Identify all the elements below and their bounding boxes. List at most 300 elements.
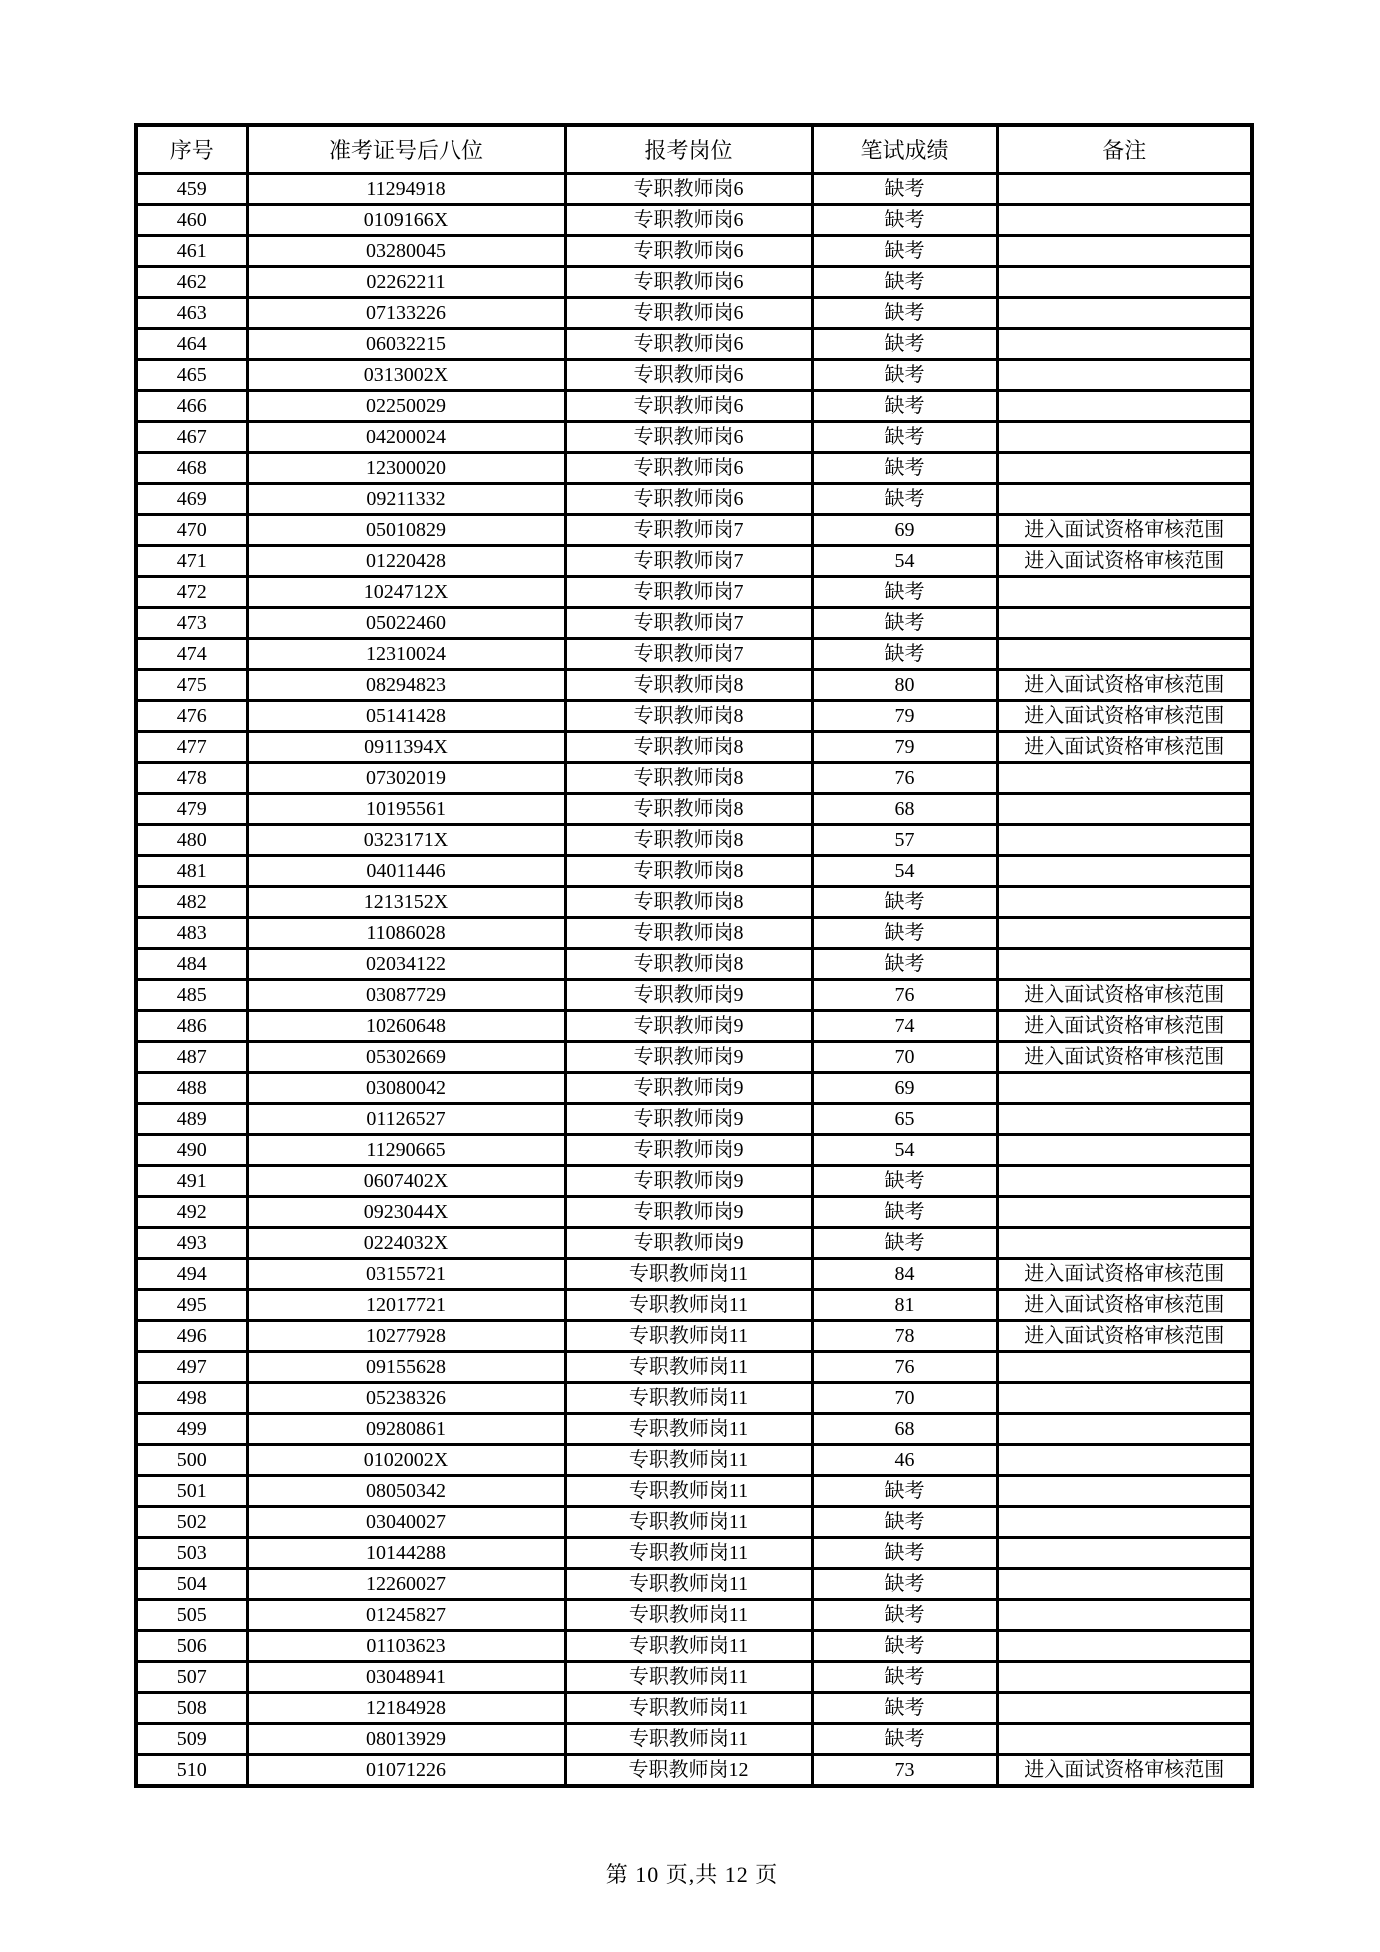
cell-position: 专职教师岗6 [565,391,812,422]
table-row [136,763,1252,794]
cell-seq: 489 [136,1104,247,1135]
cell-id: 12310024 [247,639,565,670]
table-row [136,1631,1252,1662]
cell-id: 03280045 [247,236,565,267]
cell-id: 0224032X [247,1228,565,1259]
cell-score: 68 [812,794,997,825]
cell-id: 0923044X [247,1197,565,1228]
cell-id: 0607402X [247,1166,565,1197]
cell-score: 74 [812,1011,997,1042]
cell-score: 缺考 [812,1569,997,1600]
cell-seq: 466 [136,391,247,422]
cell-id: 05010829 [247,515,565,546]
cell-remark [997,1476,1252,1507]
cell-seq: 504 [136,1569,247,1600]
cell-seq: 479 [136,794,247,825]
cell-score: 缺考 [812,1693,997,1724]
cell-seq: 502 [136,1507,247,1538]
cell-id: 05238326 [247,1383,565,1414]
cell-seq: 472 [136,577,247,608]
table-row [136,1197,1252,1228]
cell-remark [997,1073,1252,1104]
cell-seq: 494 [136,1259,247,1290]
table-row [136,887,1252,918]
table-row [136,1073,1252,1104]
cell-remark [997,1600,1252,1631]
cell-score: 79 [812,732,997,763]
cell-id: 10260648 [247,1011,565,1042]
cell-score: 46 [812,1445,997,1476]
cell-score: 缺考 [812,453,997,484]
cell-id: 12017721 [247,1290,565,1321]
table-row [136,1693,1252,1724]
cell-remark: 进入面试资格审核范围 [997,670,1252,701]
cell-score: 缺考 [812,1166,997,1197]
cell-position: 专职教师岗7 [565,639,812,670]
results-table-body [136,174,1252,1787]
cell-remark [997,1383,1252,1414]
column-header-score: 笔试成绩 [812,125,997,174]
cell-position: 专职教师岗8 [565,670,812,701]
cell-position: 专职教师岗11 [565,1538,812,1569]
cell-id: 03155721 [247,1259,565,1290]
cell-seq: 496 [136,1321,247,1352]
cell-score: 54 [812,546,997,577]
cell-remark [997,267,1252,298]
cell-seq: 503 [136,1538,247,1569]
cell-score: 70 [812,1383,997,1414]
cell-id: 09155628 [247,1352,565,1383]
cell-score: 缺考 [812,577,997,608]
cell-remark [997,949,1252,980]
cell-seq: 488 [136,1073,247,1104]
table-row [136,980,1252,1011]
cell-seq: 484 [136,949,247,980]
cell-score: 缺考 [812,1197,997,1228]
cell-position: 专职教师岗7 [565,577,812,608]
cell-position: 专职教师岗11 [565,1724,812,1755]
cell-seq: 467 [136,422,247,453]
cell-score: 缺考 [812,1538,997,1569]
cell-remark: 进入面试资格审核范围 [997,1755,1252,1787]
cell-position: 专职教师岗8 [565,887,812,918]
cell-position: 专职教师岗7 [565,608,812,639]
cell-remark [997,1197,1252,1228]
cell-position: 专职教师岗8 [565,701,812,732]
table-row [136,360,1252,391]
table-row [136,422,1252,453]
cell-id: 12260027 [247,1569,565,1600]
cell-remark [997,1569,1252,1600]
cell-position: 专职教师岗9 [565,980,812,1011]
cell-id: 12184928 [247,1693,565,1724]
cell-remark: 进入面试资格审核范围 [997,515,1252,546]
cell-id: 0109166X [247,205,565,236]
cell-seq: 487 [136,1042,247,1073]
cell-position: 专职教师岗6 [565,422,812,453]
cell-seq: 475 [136,670,247,701]
results-table-header [136,125,1252,174]
cell-score: 缺考 [812,298,997,329]
table-row [136,577,1252,608]
cell-remark [997,360,1252,391]
table-row [136,1352,1252,1383]
cell-seq: 471 [136,546,247,577]
table-row [136,329,1252,360]
cell-position: 专职教师岗6 [565,174,812,205]
cell-score: 缺考 [812,608,997,639]
table-row [136,298,1252,329]
table-row [136,453,1252,484]
cell-id: 11290665 [247,1135,565,1166]
cell-position: 专职教师岗8 [565,949,812,980]
cell-remark [997,825,1252,856]
cell-seq: 495 [136,1290,247,1321]
cell-position: 专职教师岗11 [565,1383,812,1414]
cell-id: 03087729 [247,980,565,1011]
cell-seq: 464 [136,329,247,360]
cell-remark: 进入面试资格审核范围 [997,732,1252,763]
cell-seq: 476 [136,701,247,732]
table-row [136,1166,1252,1197]
cell-position: 专职教师岗11 [565,1259,812,1290]
cell-remark [997,1693,1252,1724]
cell-seq: 470 [136,515,247,546]
cell-id: 01220428 [247,546,565,577]
cell-remark [997,794,1252,825]
cell-remark [997,918,1252,949]
cell-id: 0323171X [247,825,565,856]
table-row [136,1290,1252,1321]
cell-score: 65 [812,1104,997,1135]
cell-remark: 进入面试资格审核范围 [997,1321,1252,1352]
cell-id: 03080042 [247,1073,565,1104]
table-row [136,670,1252,701]
cell-position: 专职教师岗11 [565,1445,812,1476]
cell-remark: 进入面试资格审核范围 [997,1259,1252,1290]
cell-id: 11294918 [247,174,565,205]
table-row [136,174,1252,205]
cell-score: 69 [812,1073,997,1104]
cell-position: 专职教师岗7 [565,546,812,577]
table-row [136,546,1252,577]
cell-position: 专职教师岗6 [565,298,812,329]
cell-score: 缺考 [812,174,997,205]
cell-seq: 498 [136,1383,247,1414]
cell-position: 专职教师岗11 [565,1569,812,1600]
cell-id: 02034122 [247,949,565,980]
table-row [136,1011,1252,1042]
cell-remark [997,453,1252,484]
cell-id: 09280861 [247,1414,565,1445]
table-row [136,918,1252,949]
cell-position: 专职教师岗11 [565,1414,812,1445]
table-row [136,1600,1252,1631]
cell-remark: 进入面试资格审核范围 [997,546,1252,577]
cell-id: 07302019 [247,763,565,794]
cell-score: 缺考 [812,1476,997,1507]
cell-position: 专职教师岗11 [565,1662,812,1693]
cell-remark [997,1662,1252,1693]
table-row [136,1383,1252,1414]
table-row [136,1507,1252,1538]
table-row [136,1476,1252,1507]
cell-score: 缺考 [812,205,997,236]
cell-remark [997,1724,1252,1755]
table-row [136,1755,1252,1787]
cell-score: 78 [812,1321,997,1352]
cell-score: 57 [812,825,997,856]
cell-id: 09211332 [247,484,565,515]
table-row [136,825,1252,856]
cell-remark [997,763,1252,794]
cell-remark [997,1228,1252,1259]
cell-remark [997,329,1252,360]
cell-id: 08050342 [247,1476,565,1507]
cell-remark [997,422,1252,453]
column-header-position: 报考岗位 [565,125,812,174]
cell-id: 11086028 [247,918,565,949]
cell-score: 缺考 [812,1507,997,1538]
cell-remark [997,887,1252,918]
table-row [136,236,1252,267]
cell-position: 专职教师岗8 [565,856,812,887]
cell-position: 专职教师岗9 [565,1228,812,1259]
cell-score: 缺考 [812,1631,997,1662]
table-row [136,1135,1252,1166]
cell-seq: 497 [136,1352,247,1383]
table-row [136,1104,1252,1135]
table-row [136,701,1252,732]
cell-position: 专职教师岗6 [565,453,812,484]
cell-remark [997,1507,1252,1538]
cell-seq: 473 [136,608,247,639]
cell-score: 54 [812,856,997,887]
cell-score: 缺考 [812,1600,997,1631]
cell-id: 02262211 [247,267,565,298]
cell-position: 专职教师岗8 [565,825,812,856]
cell-remark [997,1445,1252,1476]
table-row [136,608,1252,639]
cell-position: 专职教师岗8 [565,763,812,794]
cell-seq: 485 [136,980,247,1011]
cell-seq: 500 [136,1445,247,1476]
cell-id: 07133226 [247,298,565,329]
table-row [136,515,1252,546]
cell-score: 76 [812,763,997,794]
column-header-remark: 备注 [997,125,1252,174]
cell-id: 10195561 [247,794,565,825]
cell-seq: 480 [136,825,247,856]
cell-seq: 509 [136,1724,247,1755]
cell-seq: 461 [136,236,247,267]
results-table [134,123,1254,1788]
table-row [136,1042,1252,1073]
cell-remark [997,298,1252,329]
cell-position: 专职教师岗9 [565,1011,812,1042]
column-header-seq: 序号 [136,125,247,174]
cell-score: 80 [812,670,997,701]
cell-remark [997,484,1252,515]
cell-remark [997,174,1252,205]
cell-seq: 481 [136,856,247,887]
table-row [136,732,1252,763]
cell-position: 专职教师岗11 [565,1693,812,1724]
cell-id: 01071226 [247,1755,565,1787]
cell-remark [997,205,1252,236]
cell-position: 专职教师岗9 [565,1197,812,1228]
cell-seq: 491 [136,1166,247,1197]
cell-remark [997,1352,1252,1383]
cell-id: 0911394X [247,732,565,763]
cell-seq: 482 [136,887,247,918]
cell-seq: 460 [136,205,247,236]
table-row [136,391,1252,422]
cell-seq: 483 [136,918,247,949]
cell-id: 02250029 [247,391,565,422]
cell-remark: 进入面试资格审核范围 [997,1042,1252,1073]
cell-remark [997,236,1252,267]
cell-seq: 510 [136,1755,247,1787]
cell-position: 专职教师岗11 [565,1476,812,1507]
table-row [136,856,1252,887]
cell-id: 06032215 [247,329,565,360]
cell-position: 专职教师岗9 [565,1073,812,1104]
cell-position: 专职教师岗9 [565,1166,812,1197]
cell-score: 81 [812,1290,997,1321]
cell-seq: 462 [136,267,247,298]
cell-position: 专职教师岗11 [565,1321,812,1352]
cell-remark [997,1538,1252,1569]
cell-remark: 进入面试资格审核范围 [997,1011,1252,1042]
table-row [136,1259,1252,1290]
cell-score: 54 [812,1135,997,1166]
cell-id: 10144288 [247,1538,565,1569]
cell-seq: 490 [136,1135,247,1166]
cell-seq: 477 [136,732,247,763]
cell-position: 专职教师岗6 [565,329,812,360]
cell-seq: 465 [136,360,247,391]
cell-position: 专职教师岗9 [565,1104,812,1135]
cell-remark [997,391,1252,422]
table-row [136,205,1252,236]
cell-id: 08013929 [247,1724,565,1755]
cell-id: 0102002X [247,1445,565,1476]
cell-score: 76 [812,980,997,1011]
cell-score: 缺考 [812,1228,997,1259]
cell-score: 缺考 [812,918,997,949]
cell-position: 专职教师岗8 [565,918,812,949]
cell-remark [997,1631,1252,1662]
cell-remark [997,856,1252,887]
cell-score: 79 [812,701,997,732]
cell-position: 专职教师岗11 [565,1600,812,1631]
cell-position: 专职教师岗6 [565,484,812,515]
cell-id: 01103623 [247,1631,565,1662]
cell-seq: 468 [136,453,247,484]
cell-remark: 进入面试资格审核范围 [997,701,1252,732]
cell-remark [997,639,1252,670]
cell-score: 缺考 [812,329,997,360]
cell-score: 73 [812,1755,997,1787]
table-row [136,1445,1252,1476]
cell-remark [997,1414,1252,1445]
cell-position: 专职教师岗6 [565,205,812,236]
cell-remark [997,577,1252,608]
table-row [136,1538,1252,1569]
cell-remark [997,1135,1252,1166]
cell-id: 01126527 [247,1104,565,1135]
cell-id: 08294823 [247,670,565,701]
cell-position: 专职教师岗6 [565,267,812,298]
cell-seq: 478 [136,763,247,794]
cell-seq: 469 [136,484,247,515]
cell-id: 01245827 [247,1600,565,1631]
table-row [136,1414,1252,1445]
cell-position: 专职教师岗11 [565,1352,812,1383]
cell-seq: 501 [136,1476,247,1507]
cell-id: 0313002X [247,360,565,391]
cell-id: 04011446 [247,856,565,887]
cell-remark [997,608,1252,639]
cell-seq: 463 [136,298,247,329]
cell-id: 10277928 [247,1321,565,1352]
table-row [136,794,1252,825]
cell-seq: 508 [136,1693,247,1724]
cell-remark [997,1104,1252,1135]
cell-id: 1213152X [247,887,565,918]
cell-id: 1024712X [247,577,565,608]
cell-seq: 506 [136,1631,247,1662]
cell-position: 专职教师岗9 [565,1135,812,1166]
cell-score: 76 [812,1352,997,1383]
cell-position: 专职教师岗8 [565,794,812,825]
cell-score: 缺考 [812,391,997,422]
cell-seq: 493 [136,1228,247,1259]
table-row [136,1724,1252,1755]
cell-score: 70 [812,1042,997,1073]
cell-score: 84 [812,1259,997,1290]
cell-remark [997,1166,1252,1197]
table-row [136,1321,1252,1352]
cell-score: 缺考 [812,887,997,918]
cell-position: 专职教师岗11 [565,1631,812,1662]
table-row [136,1662,1252,1693]
cell-seq: 459 [136,174,247,205]
cell-seq: 507 [136,1662,247,1693]
cell-remark: 进入面试资格审核范围 [997,1290,1252,1321]
cell-position: 专职教师岗6 [565,360,812,391]
cell-id: 03048941 [247,1662,565,1693]
table-row [136,1228,1252,1259]
cell-score: 缺考 [812,360,997,391]
cell-remark: 进入面试资格审核范围 [997,980,1252,1011]
cell-score: 缺考 [812,422,997,453]
table-row [136,639,1252,670]
cell-id: 05022460 [247,608,565,639]
cell-id: 05302669 [247,1042,565,1073]
table-row [136,949,1252,980]
cell-position: 专职教师岗6 [565,236,812,267]
cell-seq: 499 [136,1414,247,1445]
page-footer: 第 10 页,共 12 页 [605,1862,779,1887]
cell-score: 缺考 [812,639,997,670]
cell-score: 缺考 [812,1724,997,1755]
cell-position: 专职教师岗8 [565,732,812,763]
table-row [136,484,1252,515]
cell-score: 68 [812,1414,997,1445]
column-header-id: 准考证号后八位 [247,125,565,174]
